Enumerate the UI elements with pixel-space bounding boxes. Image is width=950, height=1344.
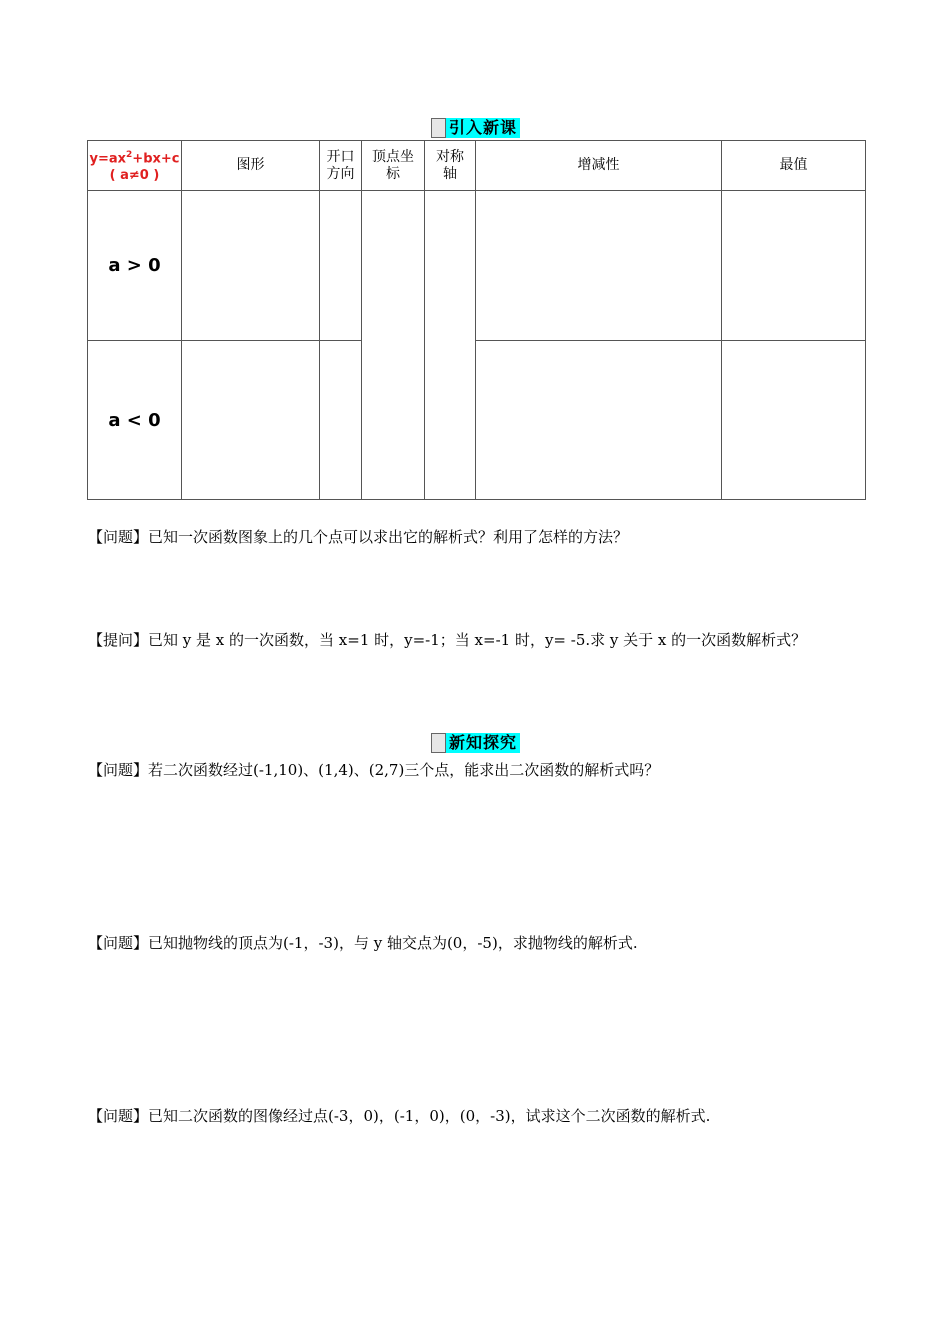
question-text: 若二次函数经过(-1,10)、(1,4)、(2,7)三个点，能求出二次函数的解析式吗？ — [148, 761, 660, 779]
header-equation — [88, 141, 182, 191]
header-opening-line1: 开口 — [326, 148, 355, 165]
table-header-row — [88, 141, 866, 191]
question-text: 已知 y 是 x 的一次函数，当 x=1 时，y=-1；当 x=-1 时，y= -5.求 y 关于 x 的一次函数解析式？ — [148, 631, 807, 649]
cell-monotonic-negative — [476, 341, 722, 500]
section-marker — [431, 733, 446, 753]
table-row-positive — [88, 191, 866, 341]
question-tag: 【问题】 — [88, 528, 149, 546]
equation-exponent: 2 — [126, 149, 133, 160]
header-axis-line1: 对称 — [436, 148, 464, 165]
header-graph: 图形 — [182, 141, 320, 191]
question-text: 已知一次函数图象上的几个点可以求出它的解析式？利用了怎样的方法？ — [148, 528, 629, 546]
header-extreme: 最值 — [722, 141, 866, 191]
cell-graph-negative — [182, 341, 320, 500]
header-vertex-line1: 顶点坐 — [372, 148, 414, 165]
equation-rest: +bx+c — [132, 151, 180, 167]
equation-text: y=ax — [89, 151, 127, 167]
row-label-a-positive: a > 0 — [88, 191, 182, 341]
cell-axis — [425, 191, 476, 500]
question-3 — [88, 759, 659, 780]
question-2 — [88, 629, 806, 650]
question-tag: 【问题】 — [88, 934, 149, 952]
cell-graph-positive — [182, 191, 320, 341]
header-opening-line2: 方向 — [326, 165, 355, 182]
header-vertex — [362, 141, 425, 191]
section-title-explore — [431, 733, 520, 753]
cell-opening-negative — [320, 341, 362, 500]
header-axis — [425, 141, 476, 191]
section-title-label: 引入新课 — [446, 118, 520, 138]
header-opening-direction — [320, 141, 362, 191]
equation-condition: ( a≠0 ) — [109, 168, 160, 184]
question-tag: 【提问】 — [88, 631, 149, 649]
question-4 — [88, 932, 638, 953]
header-monotonic: 增减性 — [476, 141, 722, 191]
header-vertex-line2: 标 — [386, 165, 400, 182]
cell-monotonic-positive — [476, 191, 722, 341]
section-marker — [431, 118, 446, 138]
row-label-a-negative: a < 0 — [88, 341, 182, 500]
cell-extreme-negative — [722, 341, 866, 500]
question-text: 已知二次函数的图像经过点(-3，0)，(-1，0)，(0，-3)，试求这个二次函数的解析式. — [148, 1107, 711, 1125]
cell-vertex — [362, 191, 425, 500]
section-title-intro — [431, 118, 520, 138]
question-text: 已知抛物线的顶点为(-1，-3)，与 y 轴交点为(0，-5)，求抛物线的解析式. — [148, 934, 638, 952]
question-5 — [88, 1105, 710, 1126]
cell-extreme-positive — [722, 191, 866, 341]
cell-opening-positive — [320, 191, 362, 341]
quadratic-properties-table — [87, 140, 866, 500]
question-tag: 【问题】 — [88, 761, 149, 779]
section-title-label: 新知探究 — [446, 733, 520, 753]
table-row-negative — [88, 341, 866, 500]
question-tag: 【问题】 — [88, 1107, 149, 1125]
header-axis-line2: 轴 — [443, 165, 457, 182]
question-1 — [88, 526, 628, 547]
